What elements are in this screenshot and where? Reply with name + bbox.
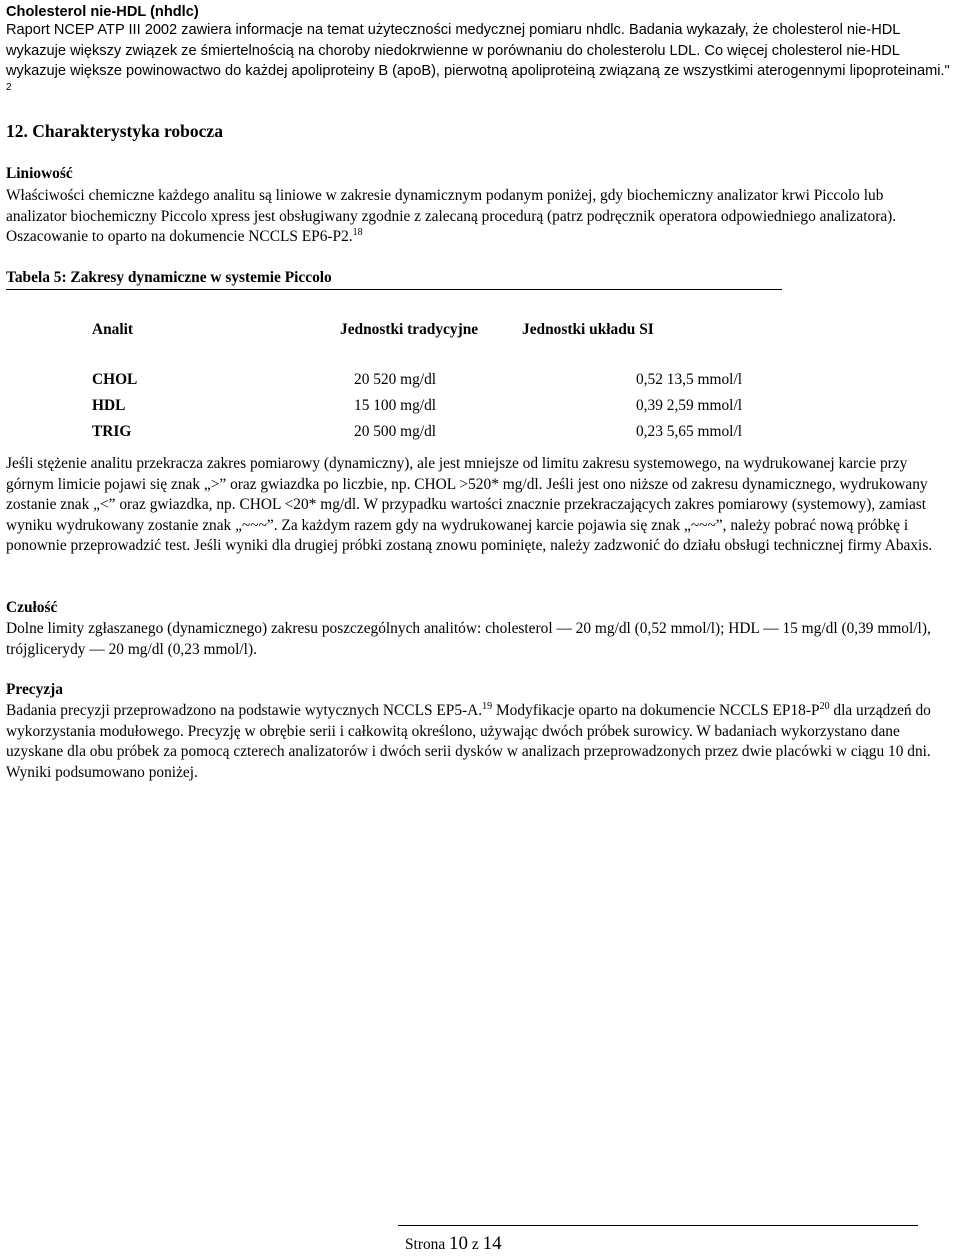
linearity-ref: 18	[352, 227, 363, 238]
table-row	[92, 367, 742, 393]
sensitivity-heading: Czułość	[6, 599, 58, 616]
linearity-text: Właściwości chemiczne każdego analitu są liniowe w zakresie dynamicznym podanym poniżej, gdy biochemiczny analizator krwi Piccolo lub analizator biochemiczny Piccolo xpress jest obsługiwany zgodnie z zalecaną procedurą (patrz podręcznik operatora odpowiedniego analizatora). Oszacowanie to oparto na dokumencie NCCLS EP6-P2.	[6, 187, 897, 245]
out-of-range-paragraph: Jeśli stężenie analitu przekracza zakres pomiarowy (dynamiczny), ale jest mniejsze od limitu zakresu systemowego, na wydrukowanej karcie przy górnym limicie pojawi się znak „>” oraz gwiazdka po liczbie, np. CHOL >520* mg/dl. Jeśli jest ono niższe od zakresu dynamicznego, wydrukowany zostanie znak „<” oraz gwiazdka, np. CHOL <20* mg/dl. W przypadku wartości znacznie przekraczających zakres pomiarowy (systemowy), zamiast wyniku wydrukowany zostanie znak „~~~”. Za każdym razem gdy na wydrukowanej karcie pojawia się znak „~~~”, należy pobrać nową próbkę i ponownie przeprowadzić test. Jeśli wyniki dla drugiej próbki zostaną znowu pominięte, należy zadzwonić do działu obsługi technicznej firmy Abaxis.	[6, 455, 933, 554]
linearity-heading: Liniowość	[6, 165, 73, 182]
footer-total-pages: 14	[482, 1233, 502, 1254]
table-caption: Tabela 5: Zakresy dynamiczne w systemie Piccolo	[6, 269, 332, 286]
table-header-row	[92, 319, 742, 341]
page-footer	[405, 1234, 502, 1256]
precision-text-a: Badania precyzji przeprowadzono na podstawie wytycznych NCCLS EP5-A.	[6, 702, 483, 719]
cell-analyte: HDL	[92, 396, 126, 414]
header-analyte: Analit	[92, 320, 134, 338]
cell-si: 0,52 13,5 mmol/l	[635, 370, 742, 388]
precision-text-b: Modyfikacje oparto na dokumencie NCCLS EP18-P	[492, 702, 820, 719]
sensitivity-paragraph: Dolne limity zgłaszanego (dynamicznego) zakresu poszczególnych analitów: cholesterol — 20 mg/dl (0,52 mmol/l); HDL — 15 mg/dl (0,39 mmol/l), trójglicerydy — 20 mg/dl (0,23 mmol/l).	[6, 620, 931, 658]
footer-prefix: Strona	[405, 1236, 450, 1253]
footer-mid: z	[468, 1236, 483, 1253]
linearity-paragraph	[6, 186, 946, 248]
cell-analyte: CHOL	[92, 370, 138, 388]
cell-si: 0,23 5,65 mmol/l	[635, 422, 742, 440]
table-spacer	[92, 341, 742, 367]
table-caption-rule	[6, 289, 782, 290]
table-row	[92, 393, 742, 419]
precision-heading: Precyzja	[6, 681, 63, 698]
cell-traditional: 20 520 mg/dl	[354, 370, 437, 388]
cell-si: 0,39 2,59 mmol/l	[635, 396, 742, 414]
cell-traditional: 15 100 mg/dl	[354, 396, 437, 414]
cell-traditional: 20 500 mg/dl	[354, 422, 437, 440]
precision-ref-a: 19	[482, 701, 493, 712]
cell-analyte: TRIG	[92, 422, 132, 440]
dynamic-range-table	[92, 319, 742, 445]
footer-rule	[398, 1225, 918, 1226]
intro-paragraph	[6, 20, 954, 102]
precision-paragraph	[6, 701, 950, 783]
header-traditional-units: Jednostki tradycyjne	[340, 320, 479, 338]
intro-ref: 2	[6, 81, 12, 93]
table-row	[92, 419, 742, 445]
header-si-units: Jednostki układu SI	[522, 320, 654, 338]
precision-ref-b: 20	[819, 701, 830, 712]
section-title: Cholesterol nie-HDL (nhdlc)	[6, 4, 199, 20]
precision-text-c: dla urządzeń do wykorzystania modułowego. Precyzję w obrębie serii i całkowitą określono, używając dwóch próbek surowicy. W badaniach wykorzystano dane uzyskane dla obu próbek za pomocą czterech analizatorów i dwóch serii dysków w analizach przeprowadzonych przez dwie placówki w ciągu 10 dni. Wyniki podsumowano poniżej.	[6, 702, 931, 781]
intro-text: Raport NCEP ATP III 2002 zawiera informacje na temat użyteczności medycznej pomiaru nhdlc. Badania wykazały, że cholesterol nie-HDL wykazuje większy związek ze śmiertelnością na choroby niedokrwienne w porównaniu do cholesterolu LDL. Co więcej cholesterol nie-HDL wykazuje większe powinowactwo do każdej apoliproteiny B (apoB), pierwotną apoliproteiną związaną ze wszystkimi aterogennymi lipoproteinami."	[6, 22, 950, 79]
heading-12: 12. Charakterystyka robocza	[6, 121, 223, 141]
footer-page-number: 10	[449, 1233, 469, 1254]
